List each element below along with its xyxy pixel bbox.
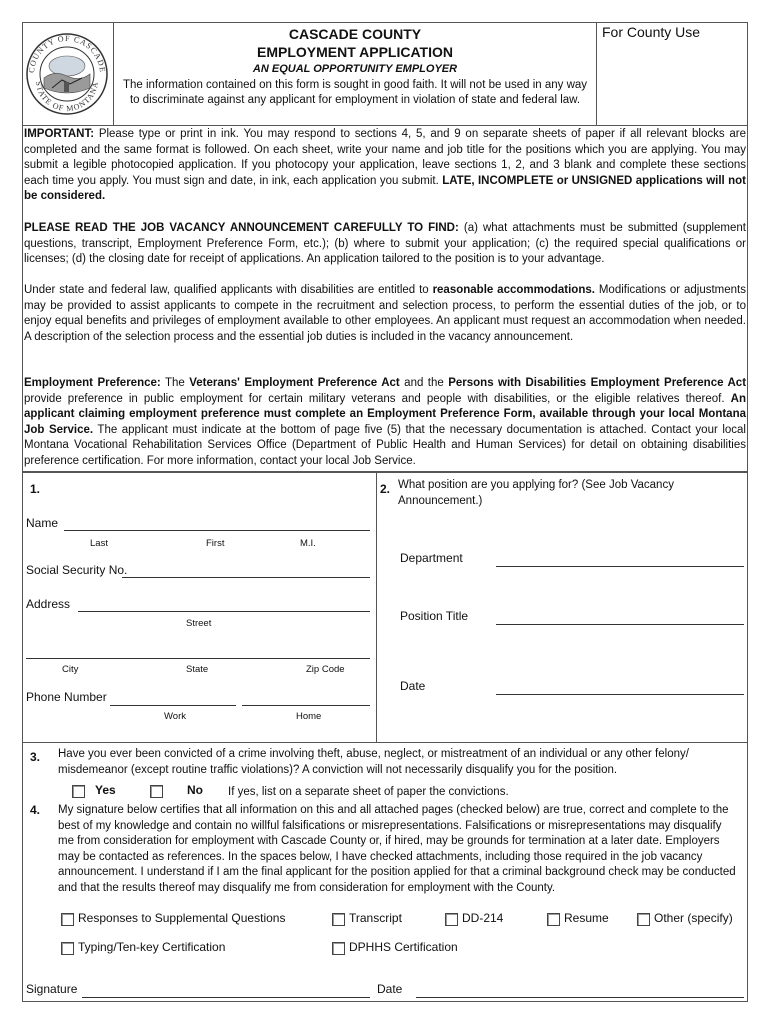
preference-label: Employment Preference: — [24, 377, 161, 389]
section3-number: 3. — [30, 750, 41, 764]
work-phone-input[interactable] — [110, 705, 236, 706]
signature-input[interactable] — [82, 997, 370, 998]
position-title-label: Position Title — [400, 609, 469, 623]
yes-label: Yes — [95, 783, 116, 797]
section1-number: 1. — [30, 482, 41, 496]
dphhs-checkbox[interactable] — [332, 942, 345, 955]
resume-label: Resume — [564, 911, 609, 925]
position-title-input[interactable] — [496, 624, 744, 625]
important-paragraph — [24, 127, 746, 205]
city-caption: City — [62, 664, 79, 675]
address-label: Address — [26, 597, 71, 611]
preference-claim: An applicant claiming employment preference must complete an Employment Preference Form, available through your local Montana Job Service. — [24, 392, 746, 436]
home-phone-input[interactable] — [242, 705, 370, 706]
read-job-paragraph — [24, 221, 746, 268]
name-input[interactable] — [64, 530, 370, 531]
home-caption: Home — [296, 711, 322, 722]
position-question: What position are you applying for? (See Job Vacancy Announcement.) — [398, 479, 674, 507]
preference-act1: Veterans' Employment Preference Act — [189, 377, 400, 389]
dd214-label: DD-214 — [462, 911, 504, 925]
other-label: Other (specify) — [654, 911, 733, 925]
svg-text:STATE OF MONTANA: STATE OF MONTANA — [33, 80, 101, 114]
typing-checkbox[interactable] — [61, 942, 74, 955]
preference-t2: and the — [399, 377, 449, 389]
svg-text:COUNTY OF CASCADE: COUNTY OF CASCADE — [26, 33, 108, 74]
eeo-tagline: AN EQUAL OPPORTUNITY EMPLOYER — [252, 63, 458, 75]
ssn-input[interactable] — [122, 577, 370, 578]
name-label: Name — [26, 516, 59, 530]
supplemental-checkbox[interactable] — [61, 913, 74, 926]
signature-date-input[interactable] — [416, 997, 744, 998]
important-warning: LATE, INCOMPLETE or UNSIGNED applications will not be considered. — [24, 174, 746, 202]
conviction-note: If yes, list on a separate sheet of paper the convictions. — [228, 786, 509, 798]
conviction-question: Have you ever been convicted of a crime involving theft, abuse, neglect, or mistreatment of an individual or any other felony/ misdemeanor (except routine traffic violations)? A conviction will not necessarily disqualify you for the position. — [58, 748, 689, 776]
street-input[interactable] — [78, 611, 370, 612]
section-divider — [22, 742, 748, 743]
read-job-label: PLEASE READ THE JOB VACANCY ANNOUNCEMENT CAREFULLY TO FIND: — [24, 222, 459, 234]
preference-t4: The applicant must indicate at the bottom of page five (5) that the necessary documentation is attached. Contact your local Montana Vocational Rehabilitation Services Office (Department of Public Health and Human Services) for detail on obtaining disabilities preference certification. For more information, contact your local Job Service. — [24, 423, 746, 467]
intro-text: The information contained on this form is sought in good faith. It will not be used in any way to discriminate against any applicant for employment in violation of state and federal law. — [122, 79, 588, 106]
yes-checkbox[interactable] — [72, 785, 85, 798]
preference-t1: The — [160, 377, 190, 389]
first-name-caption: First — [206, 538, 225, 549]
accommodations-post: Modifications or adjustments may be provided to assist applicants to compete in the recruitment and selection process, to perform the essential duties of the job, or to enjoy equal benefits and privileges of employment available to other employees. An applicant must request an accommodation when needed. A description of the selection process and the essential job duties is included in the vacancy announcement. — [24, 284, 746, 343]
work-caption: Work — [164, 711, 186, 722]
app-date-label: Date — [400, 679, 426, 693]
important-text: Please type or print in ink. You may respond to sections 4, 5, and 9 on separate sheets of paper if all relevant blocks are completed and the same format is followed. On each sheet, write your name and job title for the positions which you are applying. You may submit a legible photocopied application. If you photocopy your application, leave sections 1, 2, and 3 blank and complete these sections each time you apply. You must sign and date, in ink, each application you submit. — [24, 128, 746, 187]
seal-cell — [22, 22, 114, 126]
last-name-caption: Last — [90, 538, 108, 549]
preference-paragraph — [24, 376, 746, 469]
preference-act2: Persons with Disabilities Employment Preference Act — [448, 377, 747, 389]
supplemental-label: Responses to Supplemental Questions — [78, 911, 286, 925]
accommodations-paragraph — [24, 283, 746, 345]
important-label: IMPORTANT: — [24, 128, 95, 140]
column-divider — [376, 472, 377, 742]
dd214-checkbox[interactable] — [445, 913, 458, 926]
preference-t3: provide preference in public employment for certain military veterans and people with disabilities, or the eligible relatives thereof. — [24, 392, 731, 405]
transcript-label: Transcript — [349, 911, 402, 925]
accommodations-pre: Under state and federal law, qualified applicants with disabilities are entitled to — [24, 284, 433, 296]
department-label: Department — [400, 551, 463, 565]
county-use-label: For County Use — [602, 24, 701, 40]
city-state-zip-input[interactable] — [26, 658, 370, 659]
mi-caption: M.I. — [300, 538, 316, 549]
no-checkbox[interactable] — [150, 785, 163, 798]
section4-number: 4. — [30, 803, 41, 817]
app-date-input[interactable] — [496, 694, 744, 695]
transcript-checkbox[interactable] — [332, 913, 345, 926]
accommodations-bold: reasonable accommodations. — [432, 284, 595, 296]
dphhs-label: DPHHS Certification — [349, 940, 458, 954]
form-subtitle: EMPLOYMENT APPLICATION — [257, 44, 453, 60]
resume-checkbox[interactable] — [547, 913, 560, 926]
county-seal-icon — [22, 22, 112, 122]
other-checkbox[interactable] — [637, 913, 650, 926]
ssn-label: Social Security No. — [26, 563, 128, 577]
street-caption: Street — [186, 618, 212, 629]
zip-caption: Zip Code — [306, 664, 345, 675]
signature-label: Signature — [26, 982, 78, 996]
certification-text: My signature below certifies that all information on this and all attached pages (checked below) are true, correct and complete to the best of my knowledge and contain no willful falsifications or misrepresentations. Falsifications or misrepresentations may disqualify me from consideration for employment with Cascade County or, if hired, may be grounds for termination at a later date. Employers may be contacted as references. In the spaces below, I have checked attachments, including those required in the job vacancy announcement. I understand if I am the final applicant for the position applied for that a criminal background check may be conducted and that the results thereof may disqualify me from consideration for employment with the County. — [58, 804, 736, 894]
read-job-text: (a) what attachments must be submitted (supplement questions, transcript, Employment Preference Form, etc.); (b) where to submit your application; (c) the required special qualifications or licenses; (d) the closing date for receipt of applications. An application tailored to the position is to your advantage. — [24, 222, 747, 265]
typing-label: Typing/Ten-key Certification — [78, 940, 226, 954]
no-label: No — [187, 783, 203, 797]
signature-date-label: Date — [377, 982, 403, 996]
phone-label: Phone Number — [26, 690, 107, 704]
state-caption: State — [186, 664, 209, 675]
form-title: CASCADE COUNTY — [288, 26, 422, 42]
section2-number: 2. — [380, 482, 391, 496]
department-input[interactable] — [496, 566, 744, 567]
